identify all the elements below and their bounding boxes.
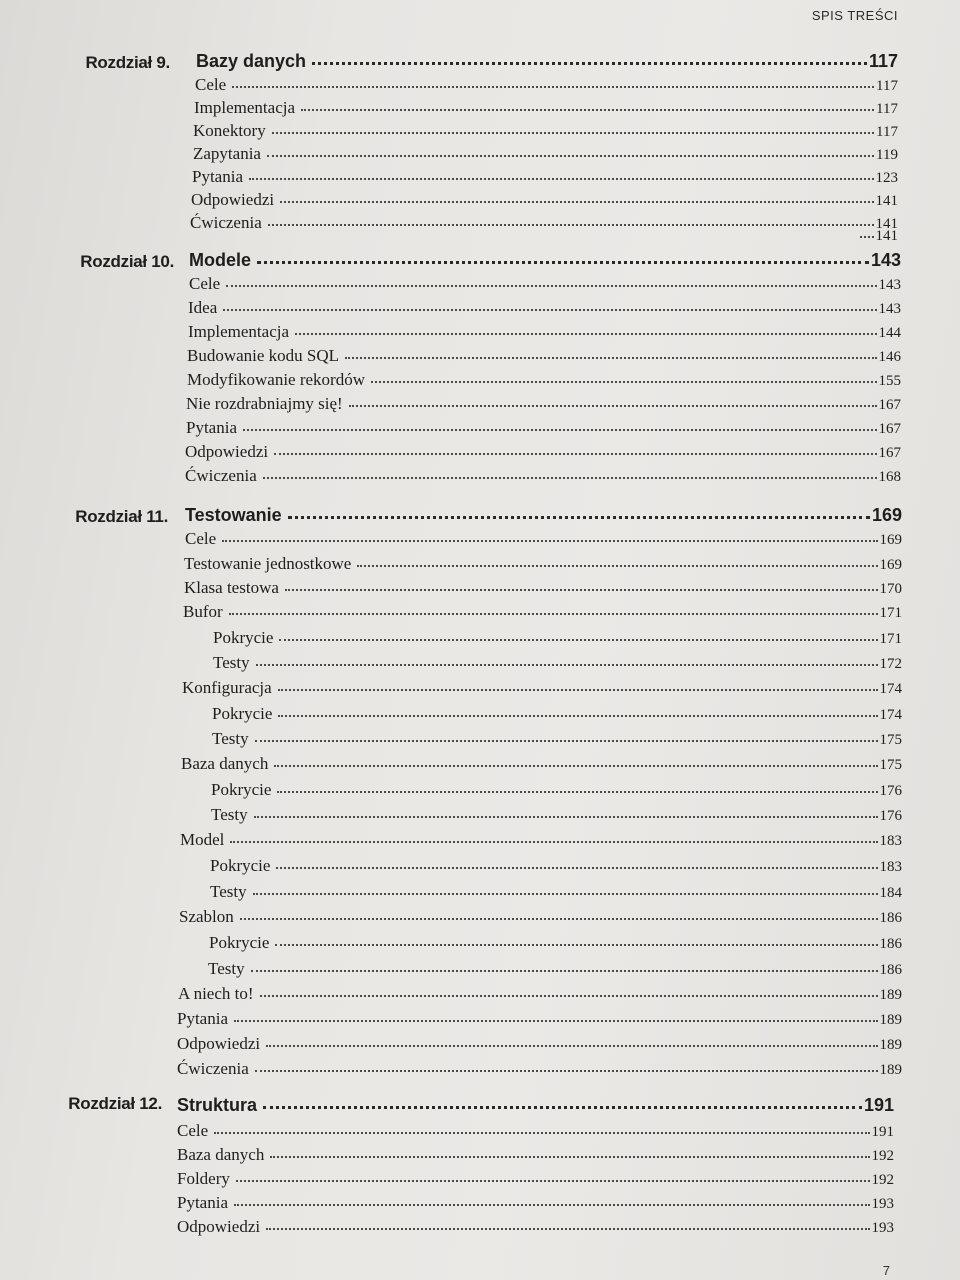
toc-entry: Szablon 186 [179, 907, 902, 926]
chapter-heading [196, 51, 898, 72]
toc-entry: Odpowiedzi 189 [177, 1034, 902, 1053]
toc-subentry: Testy 172 [213, 653, 902, 672]
toc-entry-page-only: 141 [860, 228, 898, 245]
toc-entry: Implementacja 117 [194, 98, 898, 117]
toc-entry: Nie rozdrabniajmy się! 167 [186, 394, 901, 413]
chapter-label: Rozdział 11. [75, 507, 168, 526]
toc-entry: Pytania 189 [177, 1009, 902, 1028]
toc-entry: Baza danych 175 [181, 754, 902, 773]
toc-entry: Cele 169 [185, 529, 902, 548]
toc-subentry: Testy 184 [210, 882, 902, 901]
chapter-label: Rozdział 10. [80, 252, 174, 271]
toc-entry: Implementacja 144 [188, 322, 901, 341]
running-head: SPIS TREŚCI [811, 8, 898, 23]
toc-entry: Cele 143 [189, 274, 901, 293]
toc-entry: Pytania 193 [177, 1193, 894, 1212]
toc-entry: Ćwiczenia 168 [185, 466, 901, 485]
chapter-page: 143 [870, 250, 901, 270]
toc-subentry: Testy 175 [212, 729, 902, 748]
toc-entry: Bufor 171 [183, 602, 902, 621]
chapter-heading [185, 505, 902, 526]
toc-entry: Cele 117 [195, 75, 898, 94]
toc-entry: Ćwiczenia 141 [190, 213, 898, 232]
toc-subentry: Pokrycie 176 [211, 780, 902, 799]
chapter-title: Struktura [177, 1095, 258, 1115]
toc-entry: Modyfikowanie rekordów 155 [187, 370, 901, 389]
toc-entry: A niech to! 189 [178, 984, 902, 1003]
chapter-page: 169 [871, 505, 902, 525]
toc-subentry: Testy 176 [211, 805, 902, 824]
toc-subentry: Pokrycie 171 [213, 628, 902, 647]
toc-entry: Zapytania 119 [193, 144, 898, 163]
toc-entry: Klasa testowa 170 [184, 578, 902, 597]
toc-entry: Idea 143 [188, 298, 901, 317]
toc-entry: Odpowiedzi 141 [191, 190, 898, 209]
toc-entry: Odpowiedzi 193 [177, 1217, 894, 1236]
toc-entry: Konektory 117 [193, 121, 898, 140]
toc-entry: Testowanie jednostkowe 169 [184, 554, 902, 573]
toc-entry: Foldery 192 [177, 1169, 894, 1188]
toc-entry: Pytania 167 [186, 418, 901, 437]
toc-entry: Baza danych 192 [177, 1145, 894, 1164]
toc-subentry: Pokrycie 174 [212, 704, 902, 723]
chapter-page: 117 [868, 51, 898, 71]
chapter-label: Rozdział 12. [68, 1094, 162, 1113]
toc-entry: Odpowiedzi 167 [185, 442, 901, 461]
toc-entry: Model 183 [180, 830, 902, 849]
toc-subentry: Testy 186 [208, 959, 902, 978]
toc-subentry: Pokrycie 183 [210, 856, 902, 875]
chapter-title: Testowanie [185, 505, 282, 525]
toc-entry: Cele 191 [177, 1121, 894, 1140]
toc-entry: Ćwiczenia 189 [177, 1059, 902, 1078]
chapter-title: Modele [189, 250, 252, 270]
toc-subentry: Pokrycie 186 [209, 933, 902, 952]
toc-entry: Pytania 123 [192, 167, 898, 186]
chapter-title: Bazy danych [196, 51, 307, 71]
page-number: 7 [882, 1263, 890, 1278]
toc-entry: Budowanie kodu SQL 146 [187, 346, 901, 365]
chapter-heading [189, 250, 901, 271]
toc-entry: Konfiguracja 174 [182, 678, 902, 697]
chapter-label: Rozdział 9. [85, 53, 170, 72]
chapter-heading [177, 1095, 894, 1116]
chapter-page: 191 [863, 1095, 894, 1115]
